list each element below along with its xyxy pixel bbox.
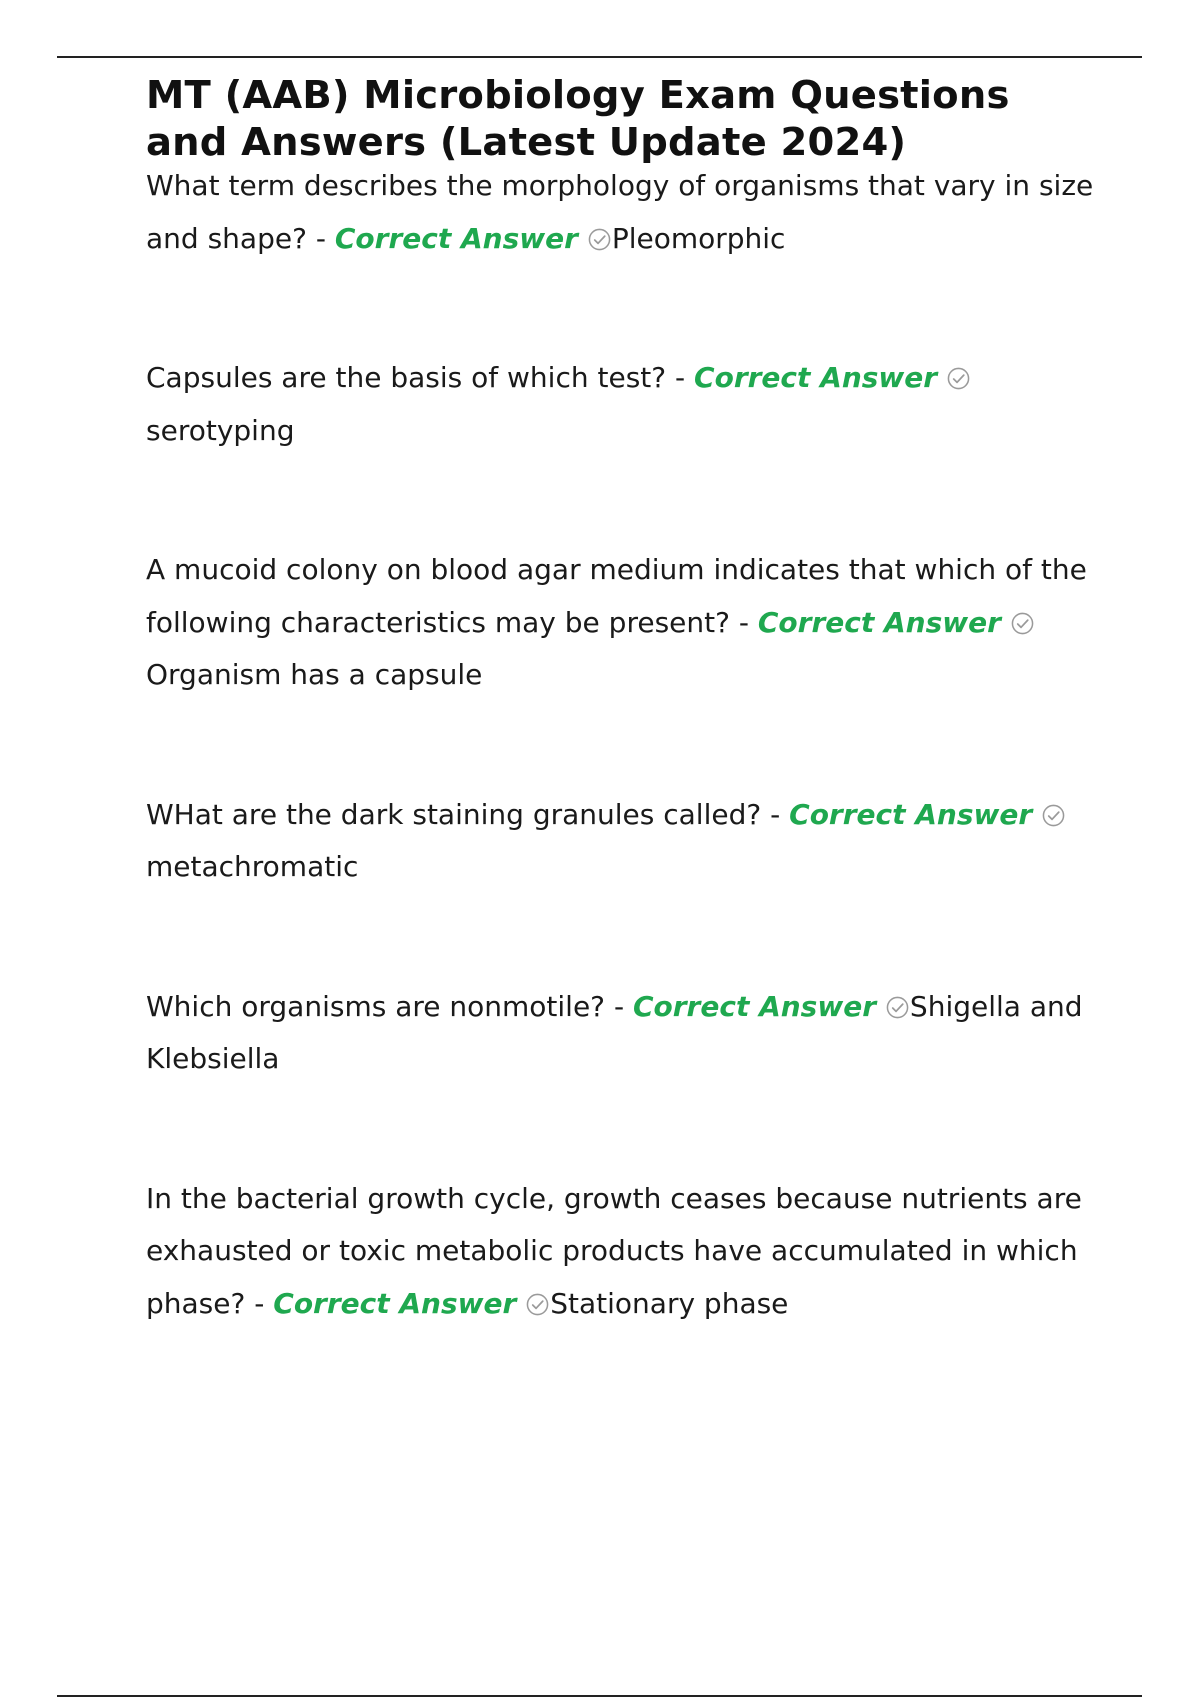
question-text: Which organisms are nonmotile?: [146, 989, 606, 1023]
qa-item-6: [146, 1173, 1096, 1331]
answer-separator: -: [245, 1286, 274, 1320]
qa-item-5: [146, 981, 1096, 1086]
check-circle-icon: [1011, 612, 1034, 635]
qa-item-1: [146, 160, 1096, 265]
correct-answer-label: Correct Answer: [334, 221, 578, 255]
qa-item-2: [146, 352, 1096, 457]
answer-separator: -: [666, 361, 695, 394]
qa-list: [146, 160, 1096, 1330]
answer-separator: -: [306, 221, 335, 255]
question-text: What term describes the morphology of organisms that vary in size and shape?: [146, 169, 1094, 255]
answer-text: serotyping: [146, 413, 295, 447]
answer-separator: -: [761, 797, 790, 831]
bottom-divider: [57, 1695, 1142, 1697]
answer-separator: -: [605, 989, 633, 1023]
check-circle-icon: [526, 1293, 549, 1316]
check-circle-icon: [1042, 804, 1065, 827]
check-circle-icon: [588, 228, 611, 251]
question-text: In the bacterial growth cycle, growth ceases because nutrients are exhausted or toxic metabolic products have accumulated in which phase?: [146, 1181, 1082, 1320]
answer-text: metachromatic: [146, 850, 359, 883]
correct-answer-label: Correct Answer: [632, 989, 877, 1023]
correct-answer-label: Correct Answer: [757, 605, 1001, 639]
qa-item-4: [146, 789, 1096, 894]
check-circle-icon: [886, 996, 909, 1019]
question-text: Capsules are the basis of which test?: [146, 361, 667, 394]
correct-answer-label: Correct Answer: [273, 1286, 517, 1320]
correct-answer-label: Correct Answer: [789, 797, 1033, 831]
page-title: MT (AAB) Microbiology Exam Questions and Answers (Latest Update 2024): [146, 73, 1010, 165]
document-body: [146, 72, 1096, 1417]
question-text: WHat are the dark staining granules called?: [146, 797, 762, 831]
answer-text: Pleomorphic: [611, 221, 786, 255]
answer-text: Stationary phase: [550, 1286, 789, 1320]
answer-separator: -: [729, 605, 758, 639]
answer-text: Shigella and Klebsiella: [146, 989, 1083, 1075]
check-circle-icon: [947, 367, 970, 390]
answer-text: Organism has a capsule: [146, 658, 483, 691]
top-divider: [57, 56, 1142, 58]
question-text: A mucoid colony on blood agar medium indicates that which of the following characteristics may be present?: [146, 553, 1087, 639]
qa-item-3: [146, 544, 1096, 702]
correct-answer-label: Correct Answer: [694, 361, 938, 394]
